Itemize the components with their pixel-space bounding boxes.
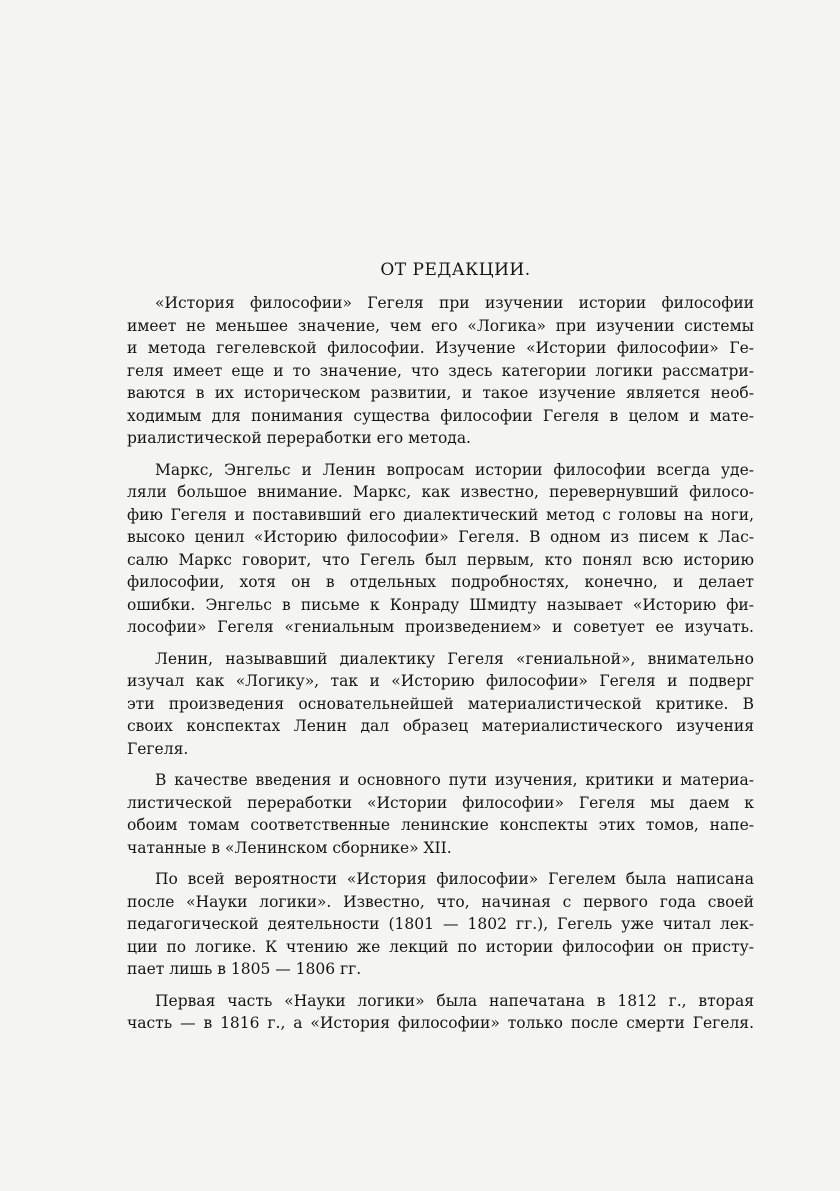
text-line: часть — в 1816 г., а «История философии» только после смерти Гегеля. xyxy=(127,1014,754,1032)
text-line: В качестве введения и основного пути изучения, критики и материа- xyxy=(155,771,754,789)
text-line: Ленин, называвший диалектику Гегеля «гениальной», внимательно xyxy=(155,649,754,668)
text-line: своих конспектах Ленин дал образец материалистического изучения xyxy=(127,717,754,735)
paragraph xyxy=(127,648,754,761)
text-body xyxy=(127,258,754,1044)
paragraph xyxy=(127,990,754,1035)
text-line: и метода гегелевской философии. Изучение «Истории философии» Ге- xyxy=(127,339,754,357)
text-line: Первая часть «Науки логики» была напечатана в 1812 г., вторая xyxy=(155,991,754,1010)
text-line: листической переработки «Истории философии» Гегеля мы даем к xyxy=(127,793,754,812)
text-line: салю Маркс говорит, что Гегель был первым, кто понял всю историю xyxy=(127,550,754,569)
paragraph xyxy=(127,868,754,981)
paragraph xyxy=(127,459,754,639)
text-line: имеет не меньшее значение, чем его «Логика» при изучении системы xyxy=(127,316,754,335)
text-line: педагогической деятельности (1801 — 1802 гг.), Гегель уже читал лек- xyxy=(127,915,754,933)
text-line: ошибки. Энгельс в письме к Конраду Шмидту называет «Историю фи- xyxy=(127,595,754,614)
text-line: ляли большое внимание. Маркс, как известно, перевернувший филосо- xyxy=(127,483,754,501)
text-line: изучал как «Логику», так и «Историю философии» Гегеля и подверг xyxy=(127,672,754,690)
text-line: лософии» Гегеля «гениальным произведением» и советует ее изучать. xyxy=(127,618,754,636)
text-line: риалистической переработки его метода. xyxy=(127,429,471,447)
text-line: высоко ценил «Историю философии» Гегеля. В одном из писем к Лас- xyxy=(127,528,754,546)
text-line: эти произведения основательнейшей материалистической критике. В xyxy=(127,694,754,713)
text-line: Гегеля. xyxy=(127,739,189,758)
text-line: По всей вероятности «История философии» Гегелем была написана xyxy=(155,870,754,888)
text-line: геля имеет еще и то значение, что здесь категории логики рассматри- xyxy=(127,361,754,380)
text-line: ции по логике. К чтению же лекций по истории философии он присту- xyxy=(127,937,754,956)
text-line: чатанные в «Ленинском сборнике» XII. xyxy=(127,838,452,857)
text-line: «История философии» Гегеля при изучении истории философии xyxy=(155,294,754,312)
text-line: пает лишь в 1805 — 1806 гг. xyxy=(127,960,362,978)
text-line: ходимым для понимания существа философии Гегеля в целом и мате- xyxy=(127,406,754,425)
section-heading: ОТ РЕДАКЦИИ. xyxy=(380,260,531,280)
text-line: после «Науки логики». Известно, что, начиная с первого года своей xyxy=(127,892,754,911)
paragraph xyxy=(127,769,754,859)
text-line: фию Гегеля и поставивший его диалектический метод с головы на ноги, xyxy=(127,505,754,524)
text-line: Маркс, Энгельс и Ленин вопросам истории философии всегда уде- xyxy=(155,460,754,479)
text-line: философии, хотя он в отдельных подробностях, конечно, и делает xyxy=(127,573,754,591)
text-line: обоим томам соответственные ленинские конспекты этих томов, напе- xyxy=(127,816,754,834)
text-line: ваются в их историческом развитии, и такое изучение является необ- xyxy=(127,384,754,402)
paragraph xyxy=(127,292,754,450)
